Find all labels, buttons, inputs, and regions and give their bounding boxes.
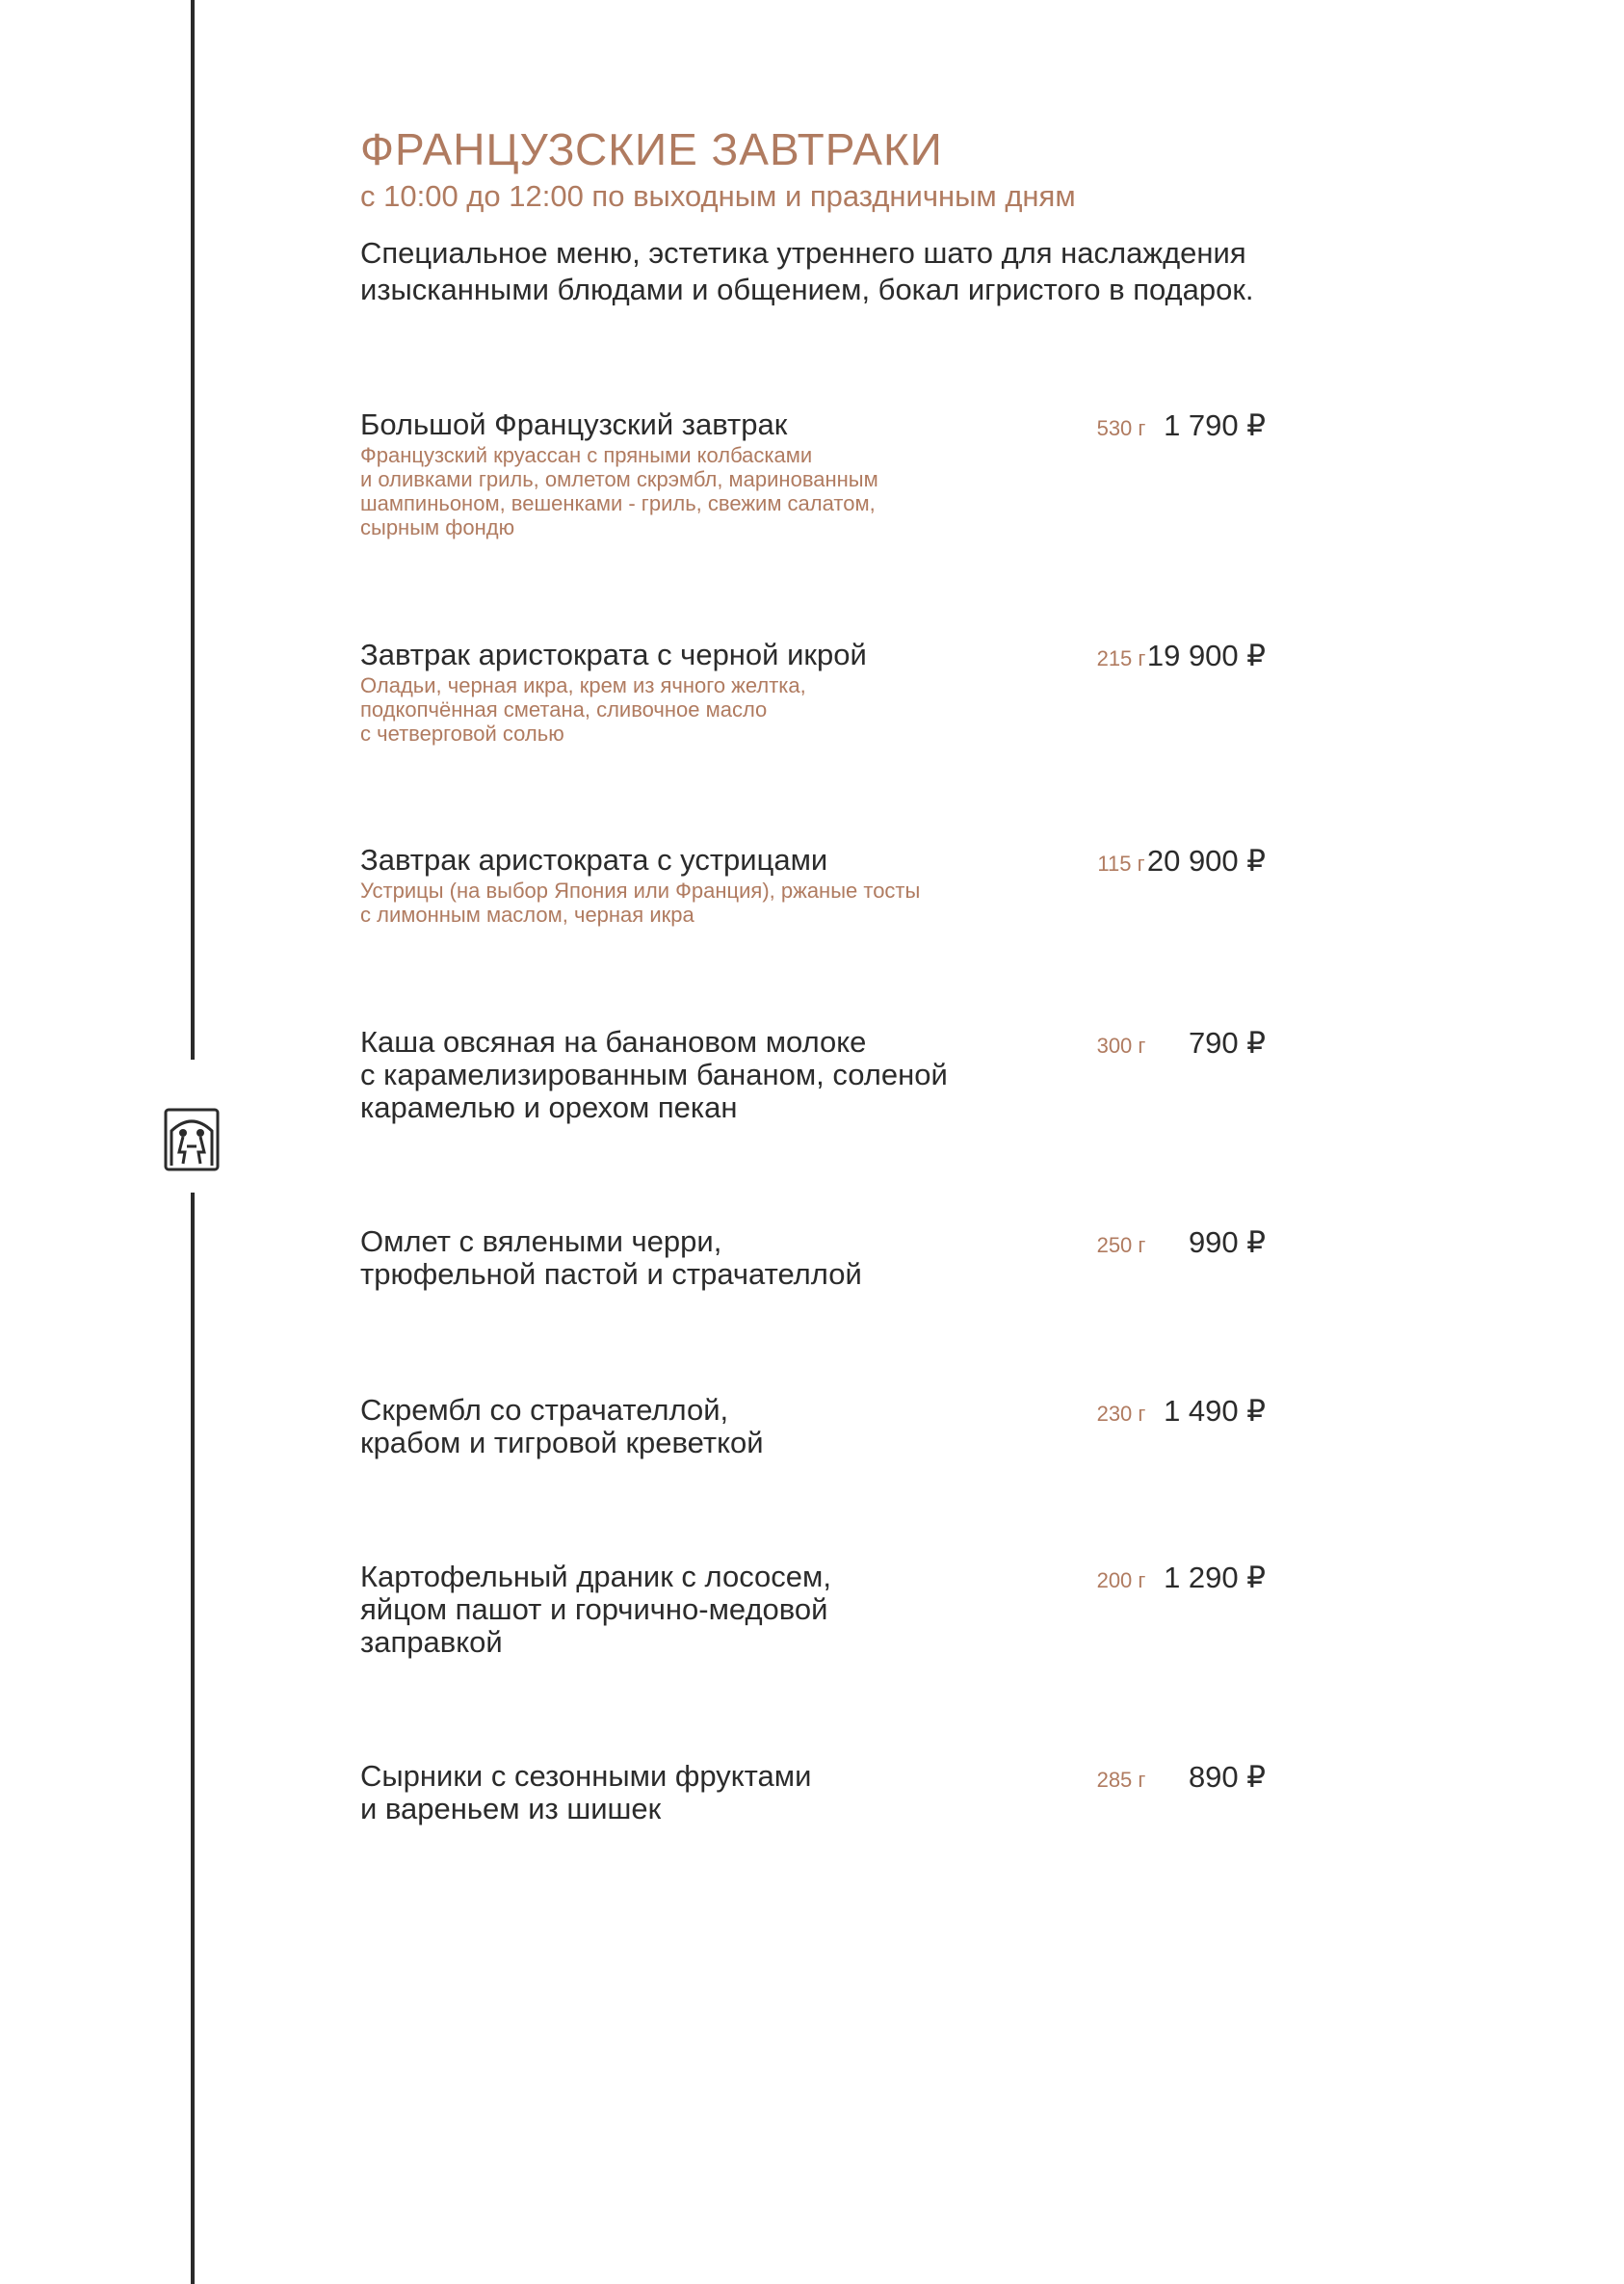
item-name: Большой Французский завтрак	[360, 407, 788, 441]
desc-line: и оливками гриль, омлетом скрэмбл, маринованным	[360, 467, 878, 491]
item-weight: 215 г	[1096, 646, 1146, 670]
menu-item-grand-french-breakfast	[360, 408, 1266, 539]
name-line: Сырники с сезонными фруктами	[360, 1759, 812, 1793]
item-description	[360, 443, 996, 539]
vertical-rule-bottom	[191, 1193, 195, 2284]
name-line: Омлет с вялеными черри,	[360, 1224, 722, 1258]
item-weight: 115 г	[1097, 852, 1145, 876]
item-weight: 230 г	[1096, 1402, 1146, 1426]
desc-line: с лимонным маслом, черная икра	[360, 903, 694, 927]
vertical-rule-top	[191, 0, 195, 1060]
desc-line: с четверговой солью	[360, 722, 564, 746]
item-price: 19 900 ₽	[1146, 639, 1266, 672]
desc-line: подкопчённая сметана, сливочное масло	[360, 697, 768, 722]
item-description	[360, 673, 996, 746]
item-price: 20 900 ₽	[1146, 844, 1266, 878]
item-name	[360, 1026, 1035, 1124]
menu-item-aristocrat-oysters	[360, 844, 1266, 927]
item-price: 1 290 ₽	[1164, 1561, 1266, 1594]
name-line: Картофельный драник с лососем,	[360, 1560, 831, 1593]
item-name	[360, 1760, 1035, 1825]
name-line: и вареньем из шишек	[360, 1792, 662, 1825]
menu-item-omelette	[360, 1225, 1266, 1291]
item-weight: 250 г	[1096, 1233, 1146, 1257]
intro-line: изысканными блюдами и общением, бокал игристого в подарок.	[360, 273, 1254, 306]
item-price: 990 ₽	[1188, 1225, 1266, 1259]
item-description	[360, 879, 996, 927]
item-name	[360, 1561, 1035, 1659]
menu-item-scramble	[360, 1394, 1266, 1459]
name-line: трюфельной пастой и страчателлой	[360, 1257, 862, 1291]
item-name	[360, 1394, 1035, 1459]
item-weight: 300 г	[1096, 1034, 1146, 1058]
name-line: карамелью и орехом пекан	[360, 1090, 738, 1124]
intro-line: Специальное меню, эстетика утреннего шато для наслаждения	[360, 236, 1246, 270]
name-line: Скрембл со страчателлой,	[360, 1393, 729, 1427]
menu-item-oatmeal	[360, 1026, 1266, 1124]
menu-item-aristocrat-caviar	[360, 639, 1266, 746]
desc-line: сырным фондю	[360, 515, 515, 539]
desc-line: Оладьи, черная икра, крем из ячного желтка,	[360, 673, 806, 697]
name-line: крабом и тигровой креветкой	[360, 1426, 764, 1459]
item-price: 1 490 ₽	[1164, 1394, 1266, 1428]
name-line: с карамелизированным бананом, соленой	[360, 1058, 948, 1091]
item-name	[360, 1225, 1035, 1291]
desc-line: шампиньоном, вешенками - гриль, свежим салатом,	[360, 491, 876, 515]
item-weight: 200 г	[1096, 1568, 1146, 1592]
name-line: яйцом пашот и горчично-медовой	[360, 1592, 828, 1626]
name-line: заправкой	[360, 1625, 503, 1659]
desc-line: Французский круассан с пряными колбасками	[360, 443, 813, 467]
menu-item-potato-pancake	[360, 1561, 1266, 1659]
intro-text	[360, 235, 1323, 308]
item-weight: 285 г	[1096, 1768, 1146, 1792]
item-price: 890 ₽	[1188, 1760, 1266, 1794]
item-price: 1 790 ₽	[1164, 408, 1266, 442]
desc-line: Устрицы (на выбор Япония или Франция), ржаные тосты	[360, 879, 921, 903]
restaurant-emblem-icon	[164, 1108, 220, 1171]
item-price: 790 ₽	[1188, 1026, 1266, 1060]
menu-item-syrniki	[360, 1760, 1266, 1825]
item-name: Завтрак аристократа с черной икрой	[360, 638, 867, 671]
item-name: Завтрак аристократа с устрицами	[360, 843, 828, 877]
page-title: ФРАНЦУЗСКИЕ ЗАВТРАКИ	[360, 124, 943, 174]
name-line: Каша овсяная на банановом молоке	[360, 1025, 867, 1059]
schedule-subtitle: с 10:00 до 12:00 по выходным и праздничным дням	[360, 179, 1076, 213]
item-weight: 530 г	[1096, 416, 1146, 440]
